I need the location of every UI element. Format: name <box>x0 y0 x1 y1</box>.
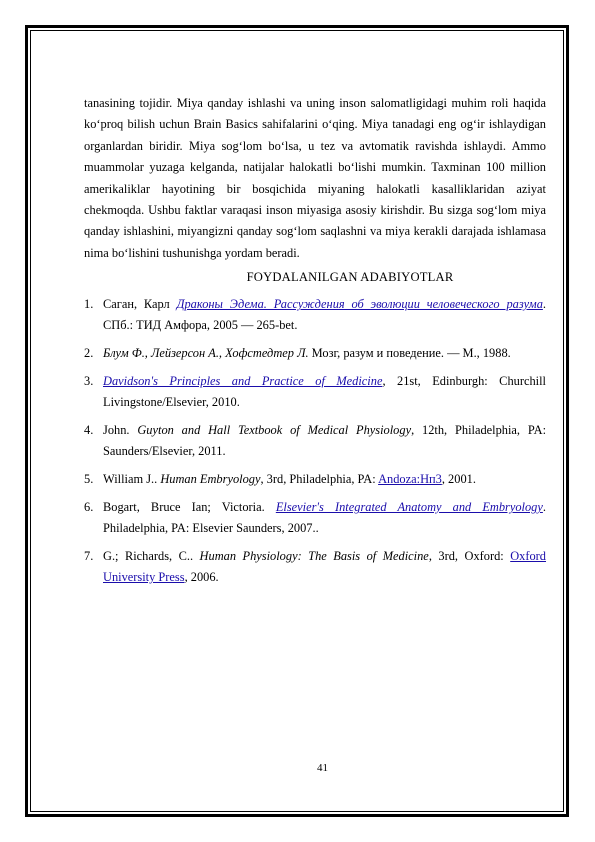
reference-item <box>84 546 546 588</box>
reference-details: . Philadelphia, PA: Elsevier Saunders, 2007.. <box>103 500 546 536</box>
reference-number: 5. <box>84 472 94 487</box>
reference-number: 4. <box>84 423 94 438</box>
reference-title: Guyton and Hall Textbook of Medical Physiology <box>137 423 412 438</box>
reference-author: William J.. <box>103 472 161 487</box>
reference-details: , 12th, Philadelphia, PA: Saunders/Elsevier, 2011. <box>103 423 547 459</box>
reference-item <box>84 420 546 462</box>
reference-number: 3. <box>84 374 94 389</box>
reference-author: John. <box>103 423 138 438</box>
body-paragraph: tanasining tojidir. Miya qanday ishlashi va uning inson salomatligidagi muhim roli haqida ko‘proq bilish uchun Brain Basics sahifalarini o‘qing. Miya tanadagi eng og‘ir ishlaydigan organlardan biridir. Miya sog‘lom bo‘lsa, u tez va avtomatik ravishda ishlaydi. Ammo muammolar yuzaga kelganda, natijalar halokatli bo‘lishi mumkin. Taxminan 100 million amerikaliklar hayotining bir bosqichida miyaning halokatli kasalliklaridan aziyat chekmoqda. Ushbu faktlar varaqasi inson miyasiga asosiy kirishdir. Bu sizga sog‘lom miya qanday ishlashini, miyangizni qanday sog‘lom saqlashni va miya kerakli darajada ishlamasa nima bo‘lishini tushunishga yordam beradi. <box>84 96 546 260</box>
reference-details: . СПб.: ТИД Амфора, 2005 — 265-bet. <box>103 297 546 333</box>
reference-item <box>84 294 546 336</box>
reference-year: , 2006. <box>184 570 219 585</box>
reference-item <box>84 371 546 413</box>
reference-item <box>84 343 546 364</box>
reference-number: 1. <box>84 297 94 312</box>
reference-details: Мозг, разум и поведение. — М., 1988. <box>308 346 511 361</box>
reference-link[interactable]: Davidson's Principles and Practice of Medicine <box>103 374 383 389</box>
reference-title: Human Physiology: The Basis of Medicine <box>199 549 429 564</box>
reference-details: , 3rd, Oxford: <box>428 549 511 564</box>
reference-link[interactable]: Oxford University Press <box>103 549 547 585</box>
reference-link[interactable]: Драконы Эдема. Рассуждения об эволюции человеческого разума <box>176 297 543 312</box>
page-number: 41 <box>317 762 328 774</box>
page-content <box>84 93 546 595</box>
reference-item <box>84 497 546 539</box>
reference-details: , 21st, Edinburgh: Churchill Livingstone/Elsevier, 2010. <box>103 374 546 410</box>
reference-authors: Блум Ф., Лейзерсон А., Хофстедтер Л. <box>103 346 309 361</box>
reference-author: Bogart, Bruce Ian; Victoria. <box>103 500 276 515</box>
reference-link[interactable]: Elsevier's Integrated Anatomy and Embryology <box>275 500 543 515</box>
reference-number: 6. <box>84 500 94 515</box>
reference-title: Human Embryology <box>160 472 261 487</box>
reference-author: Саган, Карл <box>103 297 177 312</box>
reference-details: , 3rd, Philadelphia, PA: <box>260 472 379 487</box>
references-list <box>84 294 546 588</box>
reference-number: 7. <box>84 549 94 564</box>
references-heading: FOYDALANILGAN ADABIYOTLAR <box>246 270 454 285</box>
reference-author: G.; Richards, C.. <box>103 549 200 564</box>
reference-item <box>84 469 546 490</box>
reference-link[interactable]: Andoza:Нп3 <box>378 472 442 487</box>
reference-year: , 2001. <box>441 472 476 487</box>
reference-number: 2. <box>84 346 94 361</box>
